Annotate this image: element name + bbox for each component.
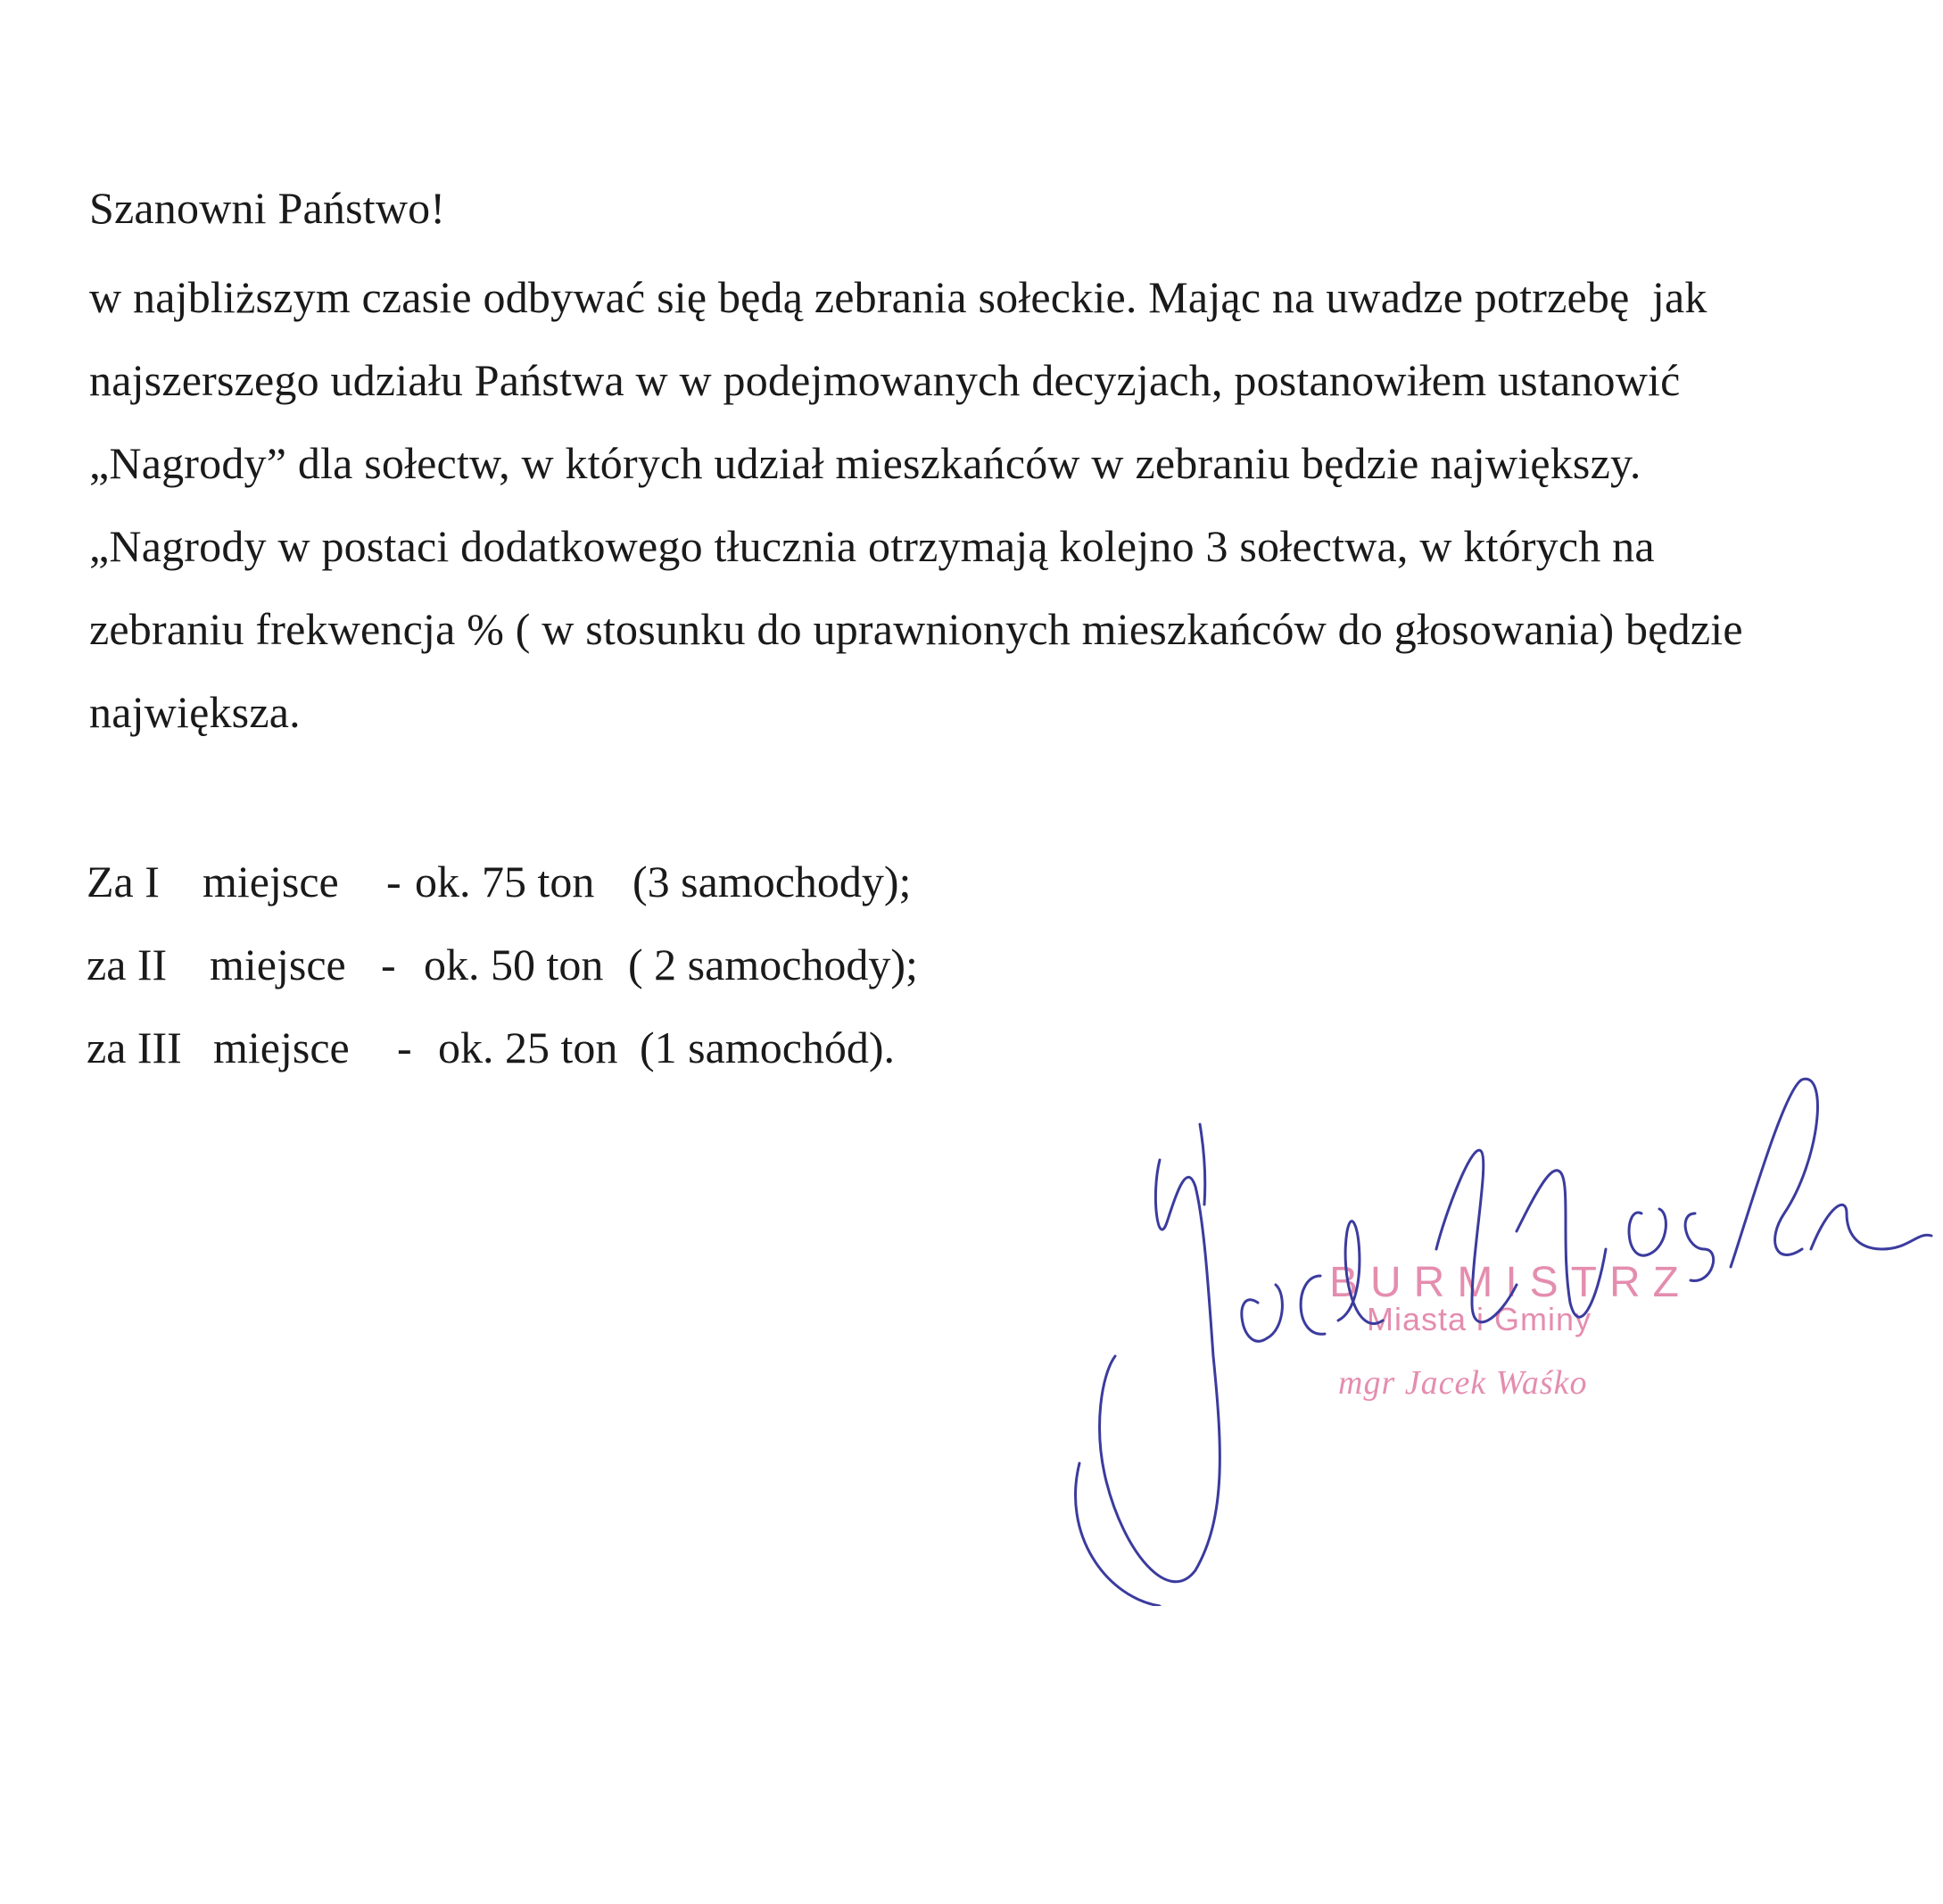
prize-place: Za I bbox=[87, 857, 160, 906]
body-line-4: „Nagrody w postaci dodatkowego tłucznia otrzymają kolejno 3 sołectwa, w których na bbox=[89, 521, 1655, 571]
body-line-6: największa. bbox=[89, 687, 301, 737]
handwritten-signature bbox=[1053, 981, 1943, 1606]
prize-vehicles: (1 samochód). bbox=[640, 1022, 896, 1072]
prize-dash: - bbox=[397, 1022, 412, 1072]
body-line-3: „Nagrody” dla sołectw, w których udział mieszkańców w zebraniu będzie największy. bbox=[89, 438, 1641, 488]
prize-dash: - bbox=[386, 857, 401, 906]
prize-place: za III bbox=[87, 1022, 182, 1072]
body-line-1: w najbliższym czasie odbywać się będą zebrania sołeckie. Mając na uwadze potrzebę jak bbox=[89, 272, 1707, 322]
prize-word: miejsce bbox=[213, 1022, 350, 1072]
prize-word: miejsce bbox=[203, 857, 339, 906]
prize-vehicles: (3 samochody); bbox=[633, 857, 912, 906]
prize-amount: ok. 75 ton bbox=[415, 857, 595, 906]
stamp-subtitle: Miasta i Gminy bbox=[1367, 1301, 1592, 1337]
body-line-5: zebraniu frekwencja % ( w stosunku do uprawnionych mieszkańców do głosowania) będzie bbox=[89, 604, 1743, 654]
prize-amount: ok. 25 ton bbox=[438, 1022, 618, 1072]
prize-place: za II bbox=[87, 940, 168, 989]
body-line-2: najszerszego udziału Państwa w w podejmowanych decyzjach, postanowiłem ustanowić bbox=[89, 355, 1681, 405]
prize-vehicles: ( 2 samochody); bbox=[628, 940, 918, 989]
signature-strokes bbox=[1076, 1079, 1931, 1606]
stamp-name: mgr Jacek Waśko bbox=[1338, 1364, 1588, 1402]
prize-dash: - bbox=[381, 940, 396, 989]
salutation: Szanowni Państwo! bbox=[89, 183, 446, 233]
stamp-title: BURMISTRZ bbox=[1329, 1259, 1691, 1306]
prize-word: miejsce bbox=[210, 940, 346, 989]
prize-amount: ok. 50 ton bbox=[424, 940, 604, 989]
